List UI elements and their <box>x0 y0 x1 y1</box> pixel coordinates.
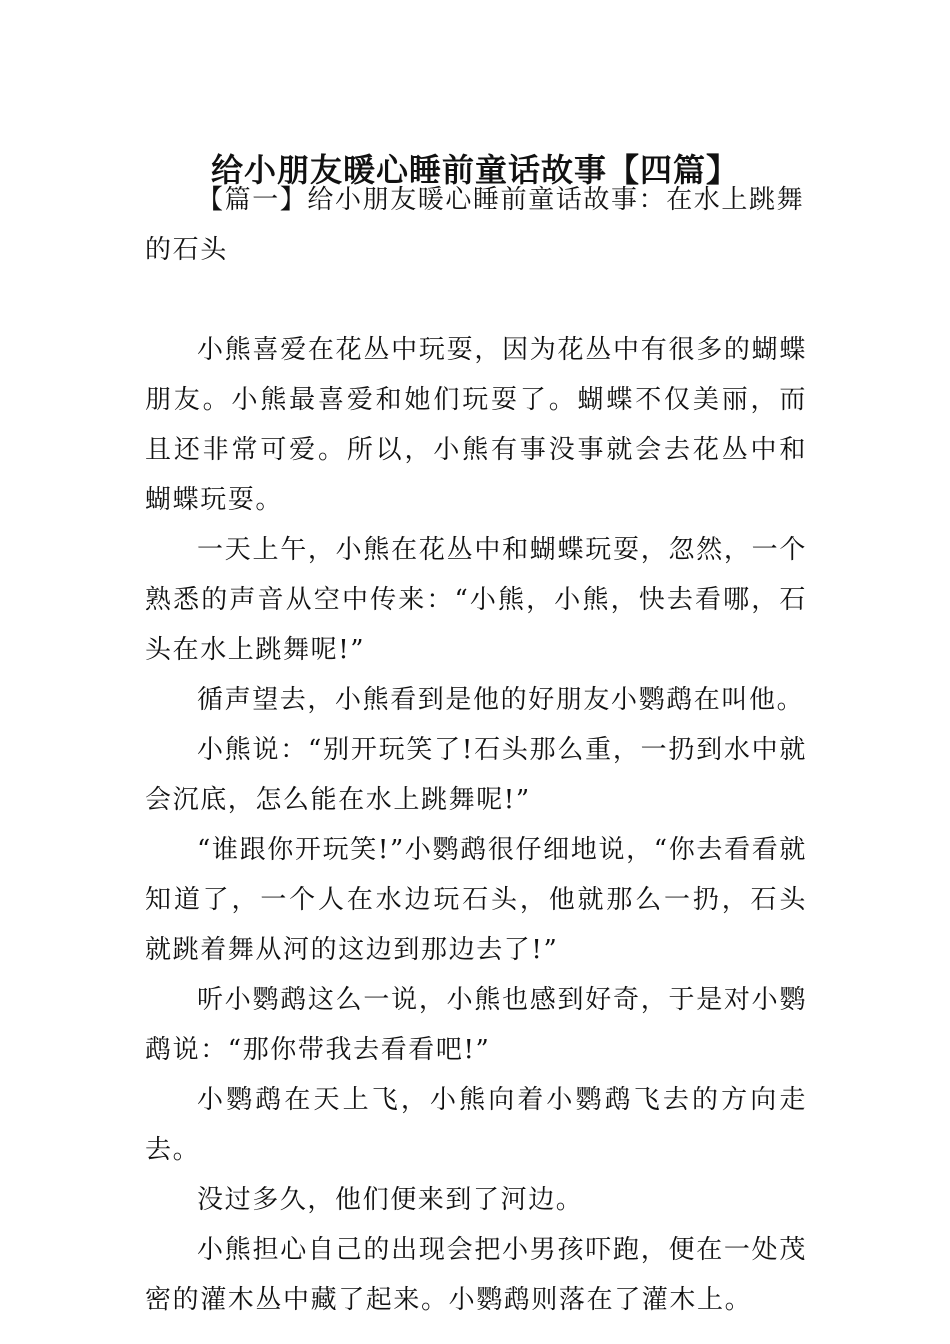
paragraph: 小熊担心自己的出现会把小男孩吓跑，便在一处茂密的灌木丛中藏了起来。小鹦鹉则落在了灌木上。 <box>145 1235 807 1315</box>
blank-line <box>145 275 807 325</box>
paragraph: 听小鹦鹉这么一说，小熊也感到好奇，于是对小鹦鹉说：“那你带我去看看吧!” <box>145 985 807 1065</box>
paragraph: “谁跟你开玩笑!”小鹦鹉很仔细地说，“你去看看就知道了，一个人在水边玩石头，他就那么一扔，石头就跳着舞从河的这边到那边去了!” <box>145 835 807 965</box>
document-body <box>145 175 807 1325</box>
paragraph: 循声望去，小熊看到是他的好朋友小鹦鹉在叫他。 <box>197 685 805 715</box>
section-heading: 【篇一】给小朋友暖心睡前童话故事：在水上跳舞的石头 <box>145 185 805 265</box>
paragraph: 小鹦鹉在天上飞，小熊向着小鹦鹉飞去的方向走去。 <box>145 1085 807 1165</box>
paragraph: 一天上午，小熊在花丛中和蝴蝶玩耍，忽然，一个熟悉的声音从空中传来：“小熊，小熊，快去看哪，石头在水上跳舞呢!” <box>145 535 807 665</box>
paragraph: 小熊说：“别开玩笑了!石头那么重，一扔到水中就会沉底，怎么能在水上跳舞呢!” <box>145 735 807 815</box>
document-title: 给小朋友暖心睡前童话故事【四篇】 <box>210 151 739 190</box>
paragraph: 小熊喜爱在花丛中玩耍，因为花丛中有很多的蝴蝶朋友。小熊最喜爱和她们玩耍了。蝴蝶不仅美丽，而且还非常可爱。所以，小熊有事没事就会去花丛中和蝴蝶玩耍。 <box>145 335 807 515</box>
paragraph: 没过多久，他们便来到了河边。 <box>197 1185 584 1215</box>
